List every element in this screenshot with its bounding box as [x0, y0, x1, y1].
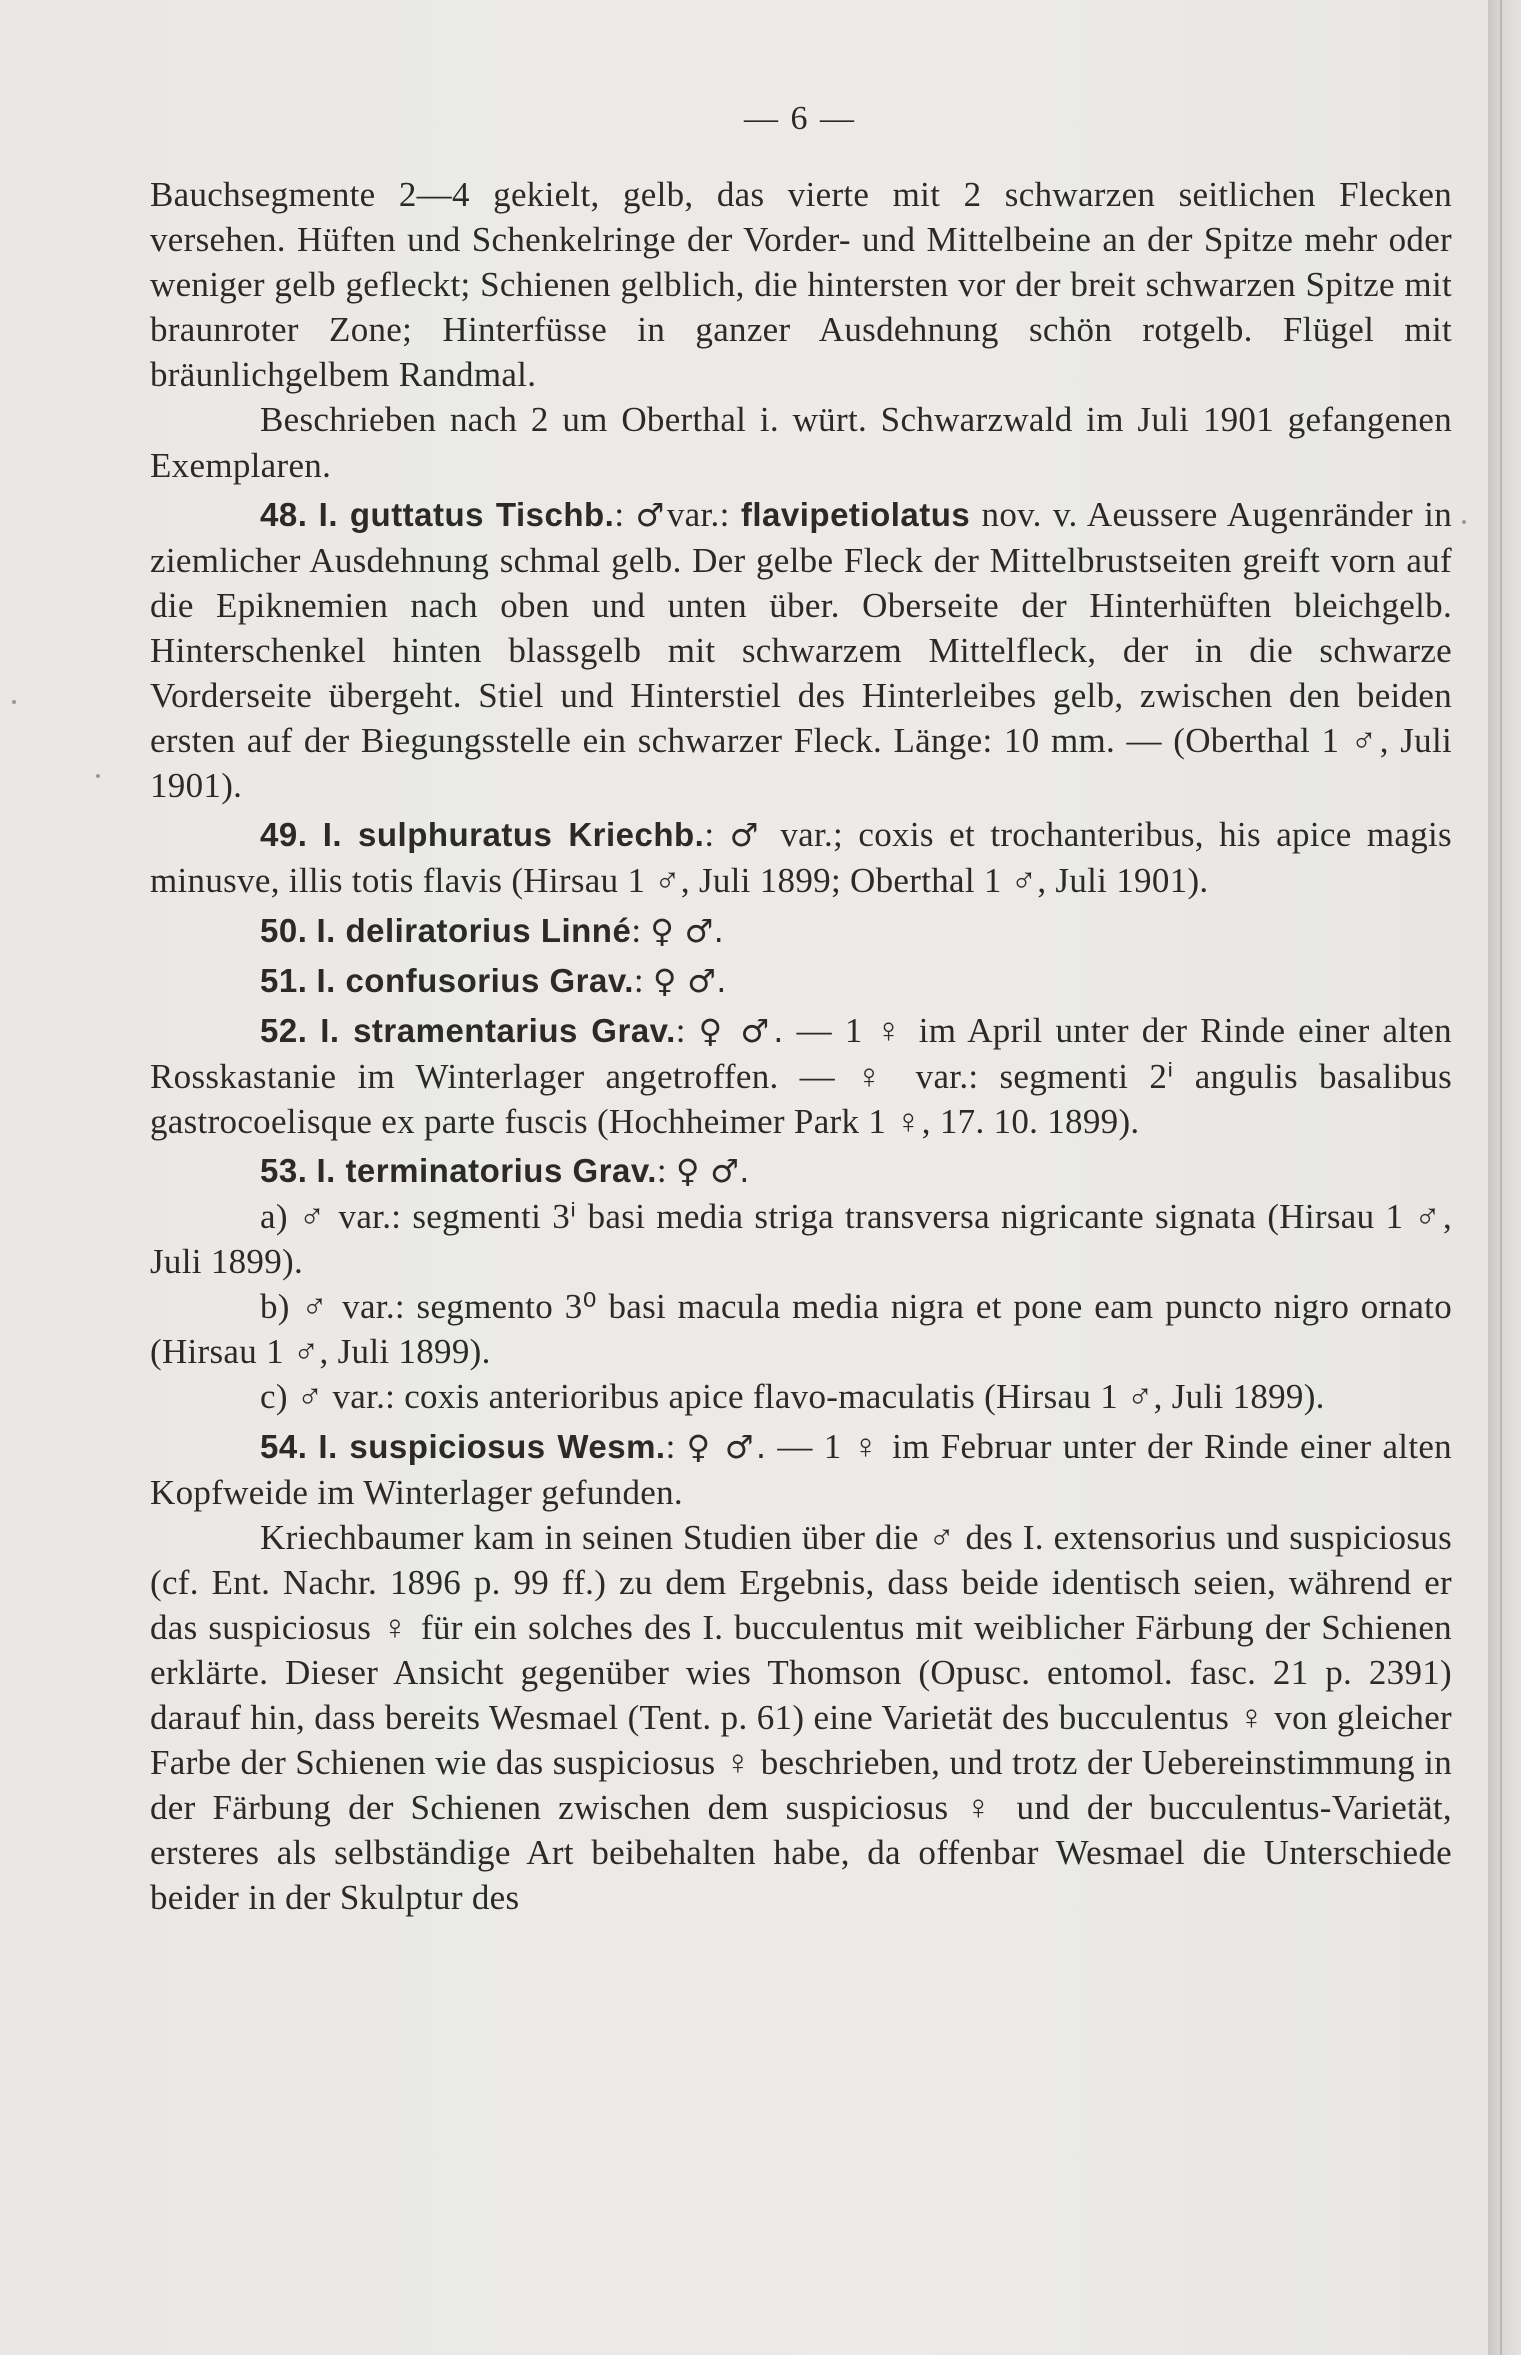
entry-number: 54.: [260, 1427, 308, 1465]
species-entry-53: [150, 1148, 1452, 1194]
variety-name: flavipetiolatus: [740, 495, 971, 533]
paper-speck: [1462, 520, 1466, 524]
page-gutter: [1488, 0, 1521, 2355]
variety-a: a) ♂ var.: segmenti 3ⁱ basi media striga transversa nigricante signata (Hirsau 1 ♂, Juli 1899).: [150, 1197, 1452, 1282]
variety-label: var.:: [666, 494, 741, 534]
entry-number: 51.: [260, 961, 308, 999]
entry-number: 48.: [260, 495, 308, 533]
entry-colon: :: [675, 1010, 686, 1050]
species-name: I. terminatorius Grav.: [316, 1151, 657, 1189]
entry-colon: :: [704, 815, 715, 855]
page-body: [150, 172, 1452, 1921]
species-entry-50: [150, 908, 1452, 954]
paragraph-description: Bauchsegmente 2—4 gekielt, gelb, das vierte mit 2 schwarzen seitlichen Flecken versehen. Hüften und Schenkelringe der Vorder- und Mittelbeine an der Spitze mehr oder weniger gelb gefleckt; Schienen gelblich, die hintersten vor der breit schwarzen Spitze mit braunroter Zone; Hinterfüsse in ganzer Ausdehnung schön rotgelb. Flügel mit bräunlichgelbem Randmal.: [150, 175, 1452, 395]
species-entry-52: [150, 1008, 1452, 1144]
paper-speck: [96, 774, 100, 778]
paragraph-described-from: Beschrieben nach 2 um Oberthal i. würt. Schwarzwald im Juli 1901 gefangenen Exemplaren.: [150, 400, 1452, 485]
entry-colon: :: [633, 960, 644, 1000]
entry-text: nov. v. Aeussere Augenränder in ziemlicher Ausdehnung schmal gelb. Der gelbe Fleck der Mittelbrustseiten greift vorn auf die Epiknemien nach oben und unten über. Oberseite der Hinterhüften bleichgelb. Hinterschenkel hinten blassgelb mit schwarzem Mittelfleck, der in die schwarze Vorderseite übergeht. Stiel und Hinterstiel des Hinterleibes gelb, zwischen den beiden ersten auf der Biegungsstelle ein schwarzer Fleck. Länge: 10 mm. — (Oberthal 1 ♂, Juli 1901).: [150, 494, 1453, 806]
entry-text: var.; coxis et trochanteribus, his apice magis minusve, illis totis flavis (Hirsau 1 ♂, Juli 1899; Oberthal 1 ♂, Juli 1901).: [150, 815, 1452, 901]
species-name: I. confusorius Grav.: [316, 961, 634, 999]
species-name: I. deliratorius Linné: [316, 911, 632, 949]
species-entry-48: [150, 492, 1452, 809]
variety-c: c) ♂ var.: coxis anterioribus apice flavo-maculatis (Hirsau 1 ♂, Juli 1899).: [260, 1377, 1325, 1417]
sex-symbols: ♀ ♂.: [653, 961, 727, 1000]
sex-symbols: ♀ ♂.: [676, 1151, 750, 1190]
paragraph-discussion: Kriechbaumer kam in seinen Studien über die ♂ des I. extensorius und suspiciosus (cf. Ent. Nachr. 1896 p. 99 ff.) zu dem Ergebnis, dass beide identisch seien, während er das suspiciosus ♀ für ein solches des I. bucculentus mit weiblicher Färbung der Schienen erklärte. Dieser Ansicht gegenüber wies Thomson (Opusc. entomol. fasc. 21 p. 2391) darauf hin, dass bereits Wesmael (Tent. p. 61) eine Varietät des bucculentus ♀ von gleicher Farbe der Schienen wie das suspiciosus ♀ beschrieben, und trotz der Uebereinstimmung in der Färbung der Schienen zwischen dem suspiciosus ♀ und der bucculentus-Varietät, ersteres als selbständige Art beibehalten habe, da offenbar Wesmael die Unterschiede beider in der Skulptur des: [150, 1517, 1452, 1918]
variety-b: b) ♂ var.: segmento 3⁰ basi macula media nigra et pone eam puncto nigro ornato (Hirsau 1 ♂, Juli 1899).: [150, 1287, 1452, 1372]
entry-number: 50.: [260, 911, 308, 949]
page-number: — 6 —: [744, 100, 856, 137]
sex-symbols: ♀ ♂.: [698, 1011, 784, 1050]
species-name: I. stramentarius Grav.: [320, 1011, 676, 1049]
entry-colon: :: [631, 910, 642, 950]
sex-symbols: ♂: [729, 816, 766, 855]
binding-edge: [1500, 0, 1502, 2355]
sex-symbols: ♂: [635, 495, 667, 534]
species-entry-54: [150, 1424, 1452, 1515]
entry-colon: :: [656, 1150, 667, 1190]
species-name: I. sulphuratus Kriechb.: [322, 816, 705, 854]
species-entry-51: [150, 958, 1452, 1004]
sex-symbols: ♀ ♂.: [650, 911, 725, 950]
species-entry-49: [150, 812, 1452, 903]
entry-number: 52.: [260, 1011, 308, 1049]
species-name: I. suspiciosus Wesm.: [318, 1427, 666, 1465]
paper-speck: [12, 700, 16, 704]
entry-number: 49.: [260, 816, 308, 854]
sex-symbols: ♀ ♂.: [686, 1427, 767, 1466]
entry-text: — 1 ♀ im April unter der Rinde einer alten Rosskastanie im Winterlager angetroffen. — ♀ var.: segmenti 2ⁱ angulis basalibus gastrocoelisque ex parte fuscis (Hochheimer Park 1 ♀, 17. 10. 1899).: [150, 1010, 1452, 1141]
entry-number: 53.: [260, 1151, 308, 1189]
entry-text: — 1 ♀ im Februar unter der Rinde einer alten Kopfweide im Winterlager gefunden.: [150, 1426, 1452, 1512]
entry-colon: :: [665, 1426, 676, 1466]
species-name: I. guttatus Tischb.: [318, 495, 615, 533]
entry-colon: :: [614, 494, 625, 534]
